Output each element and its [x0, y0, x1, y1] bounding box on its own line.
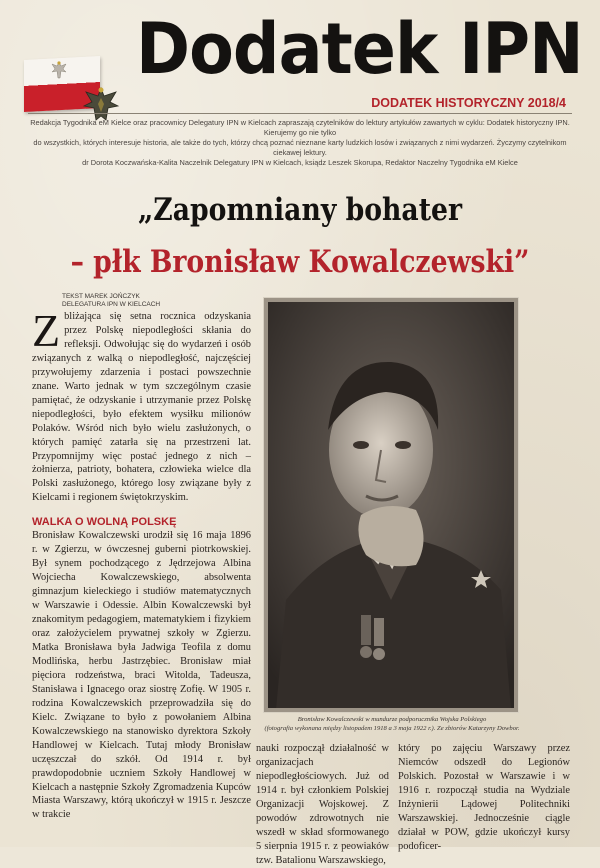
portrait-photo	[266, 300, 516, 710]
intro-text	[28, 118, 572, 168]
photo-caption	[263, 716, 521, 733]
caption-line-1: Bronisław Kowalczewski w mundurze podporucznika Wojska Polskiego	[297, 716, 487, 723]
intro-line-3: dr Dorota Koczwańska-Kalita Naczelnik Delegatury IPN w Kielcach, ksiądz Leszek Skorupa, Redaktor Naczelny Tygodnika eM Kielce	[82, 158, 518, 167]
section-heading: WALKA O WOLNĄ POLSKĘ	[32, 516, 177, 529]
caption-line-2: (fotografia wykonana między listopadem 1918 a 3 maja 1922 r.). Ze zbiorów Katarzyny Dowbor.	[264, 724, 520, 732]
dropcap: Z	[32, 305, 61, 356]
masthead-title: Dodatek IPN	[136, 8, 583, 90]
white-eagle-icon	[50, 60, 68, 80]
intro-line-1: Redakcja Tygodnika eM Kielce oraz pracownicy Delegatury IPN w Kielcach zapraszają czytelników do lektury artykułów zawartych w cyklu: Dodatek historyczny IPN. Kierujemy go nie tylko	[30, 118, 570, 137]
masthead-subtitle: DODATEK HISTORYCZNY 2018/4	[371, 96, 566, 110]
article-column-middle: nauki rozpoczął działalność w organizacjach niepodległościowych. Już od 1914 r. był członkiem Polskiej Organizacji Wojskowej. Z powodów zdrowotnych nie wszedł w skład sformowanego 5 sierpnia 1915 r. z peowiaków tzw. Batalionu Warszawskiego,	[256, 743, 389, 866]
headline-line-1: „Zapomniany bohater	[137, 192, 463, 228]
intro-line-2: do wszystkich, których interesuje historia, ale także do tych, którzy chcą poznać nieznane karty ludzkich losów i związanych z nimi wydarzeń. Życzymy czytelnikom ciekawej lektury.	[33, 138, 567, 157]
headline-line-2: – płk Bronisław Kowalczewski”	[70, 244, 530, 280]
article-column-right: który po zajęciu Warszawy przez Niemców odszedł do Legionów Polskich. Pozostał w Warszawie i w 1916 r. rozpoczął studia na Wydziale Inżynierii Lądowej Politechniki Warszawskiej. Jednocześnie ciągle działał w POW, gdzie ukończył kursy podoficer-	[398, 743, 570, 852]
lead-paragraph	[32, 305, 251, 505]
article-column-left	[32, 305, 251, 822]
lead-text: bliżająca się setna rocznica odzyskania przez Polskę niepodległości skłania do refleksji. Odwołując się do wydarzeń i osób związanych z walką o niepodległość, najczęściej przywołujemy zdarzenia i postaci powszechnie znane. Warto jednak w tym szczególnym czasie pamiętać, że odzyskanie i utrzymanie przez Polskę niepodległości, było efektem wysiłku milionów Polaków. Wśród nich było wielu zasłużonych, o których pamięć zatarła się na przestrzeni lat. Przypomnijmy więc postać jednego z nich – żołnierza, patrioty, bohatera, człowieka wielce dla Polski zasłużonego, którego losy związane były z Kielcami i regionem świętokrzyskim.	[32, 311, 251, 504]
article-headline	[28, 184, 572, 288]
section-paragraph: Bronisław Kowalczewski urodził się 16 maja 1896 r. w Zgierzu, w ówczesnej guberni piotrkowskiej. Był synem pochodzącego z Jędrzejowa Albina Wojciecha Kowalczewskiego, absolwenta gimnazjum kieleckiego i studiów matematycznych w Warszawie i Odessie. Albin Kowalczewski był znakomitym pedagogiem, matematykiem i fizykiem oraz założycielem prywatnej szkoły w Zgierzu. Matka Bronisława była Jadwiga Teofila z domu Modlińska, herbu Jastrzębiec. Bronisław miał pięciora rodzeństwa, braci Witolda, Tadeusza, Stanisława i Ignacego oraz siostrę Zofię. W 1905 r. rodzina Kowalczewskich przeprowadziła się do Kielc. Związane to było z powołaniem Albina Kowalczewskiego na stanowisko dyrektora Szkoły Handlowej w Kielcach. Tutaj młody Bronisław uczęszczał do szkół. Od 1914 r. był prawdopodobnie uczniem Szkoły Handlowej w Kielcach a następnie Szkoły Zgromadzenia Kupców Miasta Warszawy, którą ukończył w 1915 r. Jeszcze w trakcie	[32, 530, 251, 821]
portrait-photo-frame	[263, 297, 519, 713]
author-byline	[62, 293, 160, 309]
author-name: TEKST MAREK JOŃCZYK	[62, 293, 140, 300]
author-affiliation: DELEGATURA IPN W KIELCACH	[62, 301, 161, 308]
masthead-divider	[28, 113, 572, 114]
